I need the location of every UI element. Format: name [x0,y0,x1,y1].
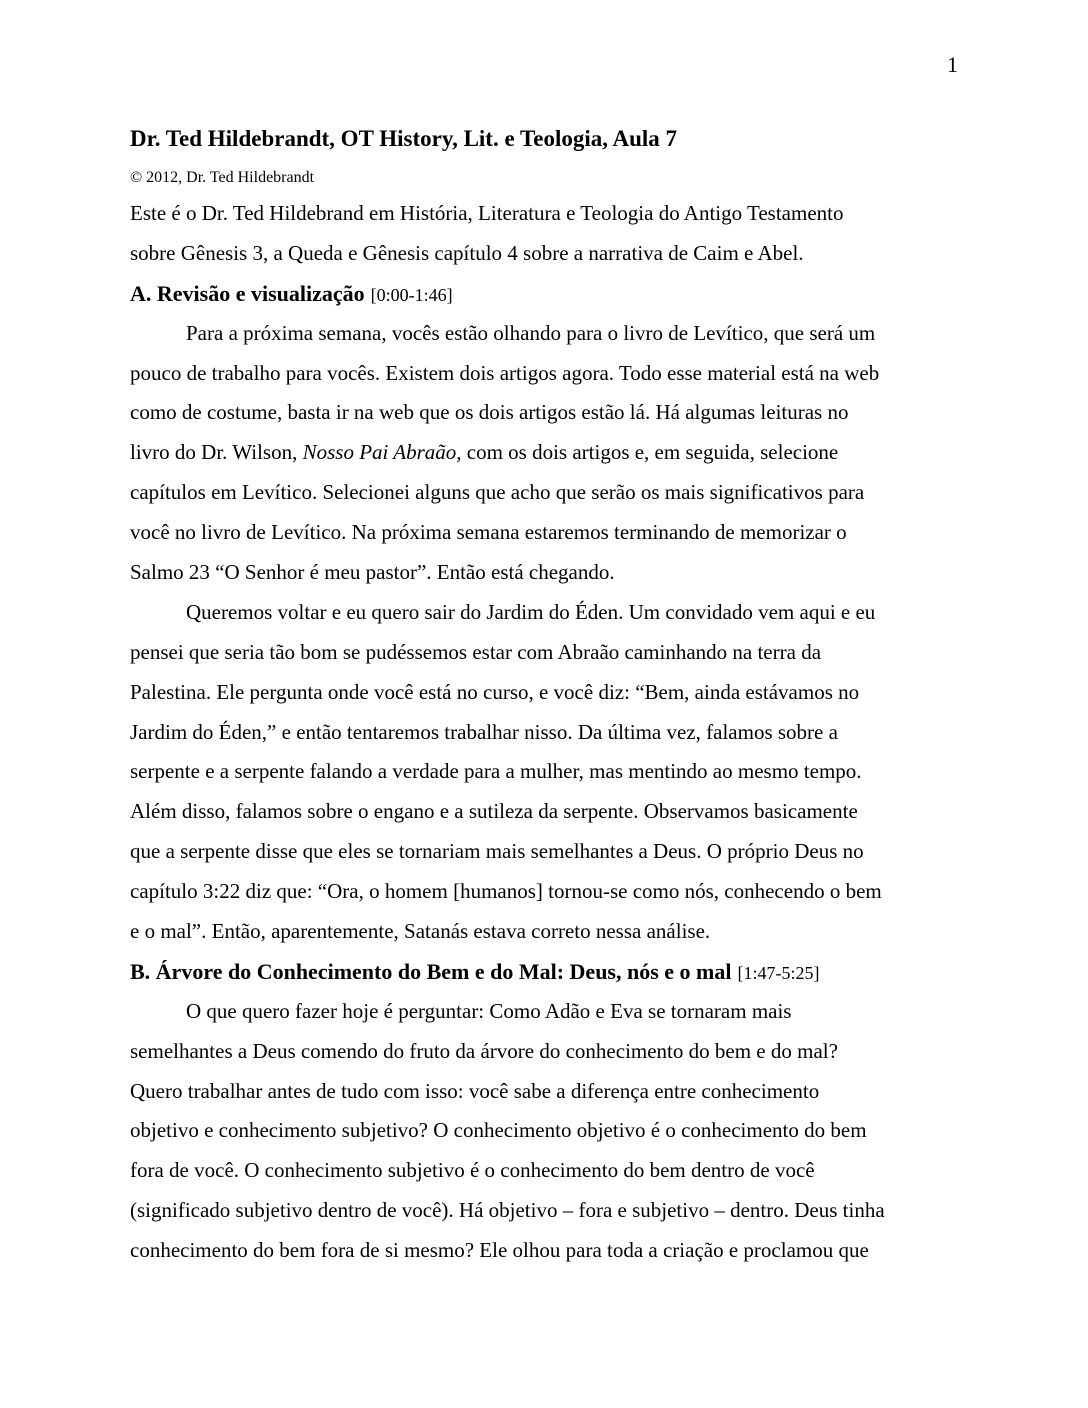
section-heading [130,274,960,314]
text-line [130,1032,960,1072]
text-line [130,234,960,274]
text-line [130,314,960,354]
text-segment: semelhantes a Deus comendo do fruto da árvore do conhecimento do bem e do mal? [130,1038,838,1063]
text-segment: pensei que seria tão bom se pudéssemos estar com Abraão caminhando na terra da [130,639,822,664]
text-segment: conhecimento do bem fora de si mesmo? Ele olhou para toda a criação e proclamou que [130,1238,869,1263]
text-segment: Para a próxima semana, vocês estão olhando para o livro de Levítico, que será um [186,320,876,345]
copyright-line: © 2012, Dr. Ted Hildebrandt [130,169,315,186]
text-segment: e o mal”. Então, aparentemente, Satanás estava correto nessa análise. [130,919,711,944]
text-line [130,433,960,473]
document-body [130,194,960,1271]
text-line [130,633,960,673]
text-segment: serpente e a serpente falando a verdade para a mulher, mas mentindo ao mesmo tempo. [130,759,862,784]
text-segment: fora de você. O conhecimento subjetivo é o conhecimento do bem dentro de você [130,1158,815,1183]
text-line [130,1191,960,1231]
text-line [130,1151,960,1191]
text-line [130,553,960,593]
section-heading-text: A. Revisão e visualização [130,280,365,306]
text-segment: capítulo 3:22 diz que: “Ora, o homem [humanos] tornou-se como nós, conhecendo o bem [130,879,882,904]
text-line [130,872,960,912]
text-segment: Salmo 23 “O Senhor é meu pastor”. Então está chegando. [130,560,615,585]
text-segment: Palestina. Ele pergunta onde você está no curso, e você diz: “Bem, ainda estávamos no [130,679,860,704]
text-segment: Quero trabalhar antes de tudo com isso: você sabe a diferença entre conhecimento [130,1078,820,1103]
italic-text-segment: Nosso Pai Abraão, [302,440,462,465]
text-line [130,752,960,792]
text-segment: Queremos voltar e eu quero sair do Jardim do Éden. Um convidado vem aqui e eu [186,599,876,624]
section-timestamp: [1:47-5:25] [737,962,820,983]
text-line [130,354,960,394]
text-segment: como de costume, basta ir na web que os dois artigos estão lá. Há algumas leituras no [130,400,849,425]
section-timestamp: [0:00-1:46] [370,284,453,305]
text-line [130,1231,960,1271]
text-segment: capítulos em Levítico. Selecionei alguns que acho que serão os mais significativos para [130,480,865,505]
document-title: Dr. Ted Hildebrandt, OT History, Lit. e Teologia, Aula 7 [130,126,678,151]
text-segment: Jardim do Éden,” e então tentaremos trabalhar nisso. Da última vez, falamos sobre a [130,719,838,744]
text-line [130,593,960,633]
text-segment: (significado subjetivo dentro de você). Há objetivo – fora e subjetivo – dentro. Deus tinha [130,1198,885,1223]
text-segment: Este é o Dr. Ted Hildebrand em História, Literatura e Teologia do Antigo Testamento [130,201,844,225]
text-segment: sobre Gênesis 3, a Queda e Gênesis capítulo 4 sobre a narrativa de Caim e Abel. [130,240,804,265]
text-line [130,1072,960,1112]
text-line [130,194,960,234]
text-line [130,393,960,433]
text-line [130,1111,960,1151]
text-segment: pouco de trabalho para vocês. Existem dois artigos agora. Todo esse material está na web [130,360,880,385]
text-segment: que a serpente disse que eles se tornariam mais semelhantes a Deus. O próprio Deus no [130,839,864,864]
text-line [130,673,960,713]
text-line [130,473,960,513]
text-line [130,792,960,832]
text-line [130,513,960,553]
text-segment: objetivo e conhecimento subjetivo? O conhecimento objetivo é o conhecimento do bem [130,1118,867,1143]
text-line [130,713,960,753]
text-line [130,832,960,872]
text-segment: com os dois artigos e, em seguida, selecione [461,440,839,465]
text-segment: O que quero fazer hoje é perguntar: Como Adão e Eva se tornaram mais [186,998,792,1023]
page-number: 1 [947,52,958,77]
text-line [130,912,960,952]
text-segment: livro do Dr. Wilson, [130,440,303,465]
text-segment: você no livro de Levítico. Na próxima semana estaremos terminando de memorizar o [130,520,847,545]
section-heading [130,952,960,992]
text-line [130,992,960,1032]
section-heading-text: B. Árvore do Conhecimento do Bem e do Mal: Deus, nós e o mal [130,958,732,984]
text-segment: Além disso, falamos sobre o engano e a sutileza da serpente. Observamos basicamente [130,799,858,824]
